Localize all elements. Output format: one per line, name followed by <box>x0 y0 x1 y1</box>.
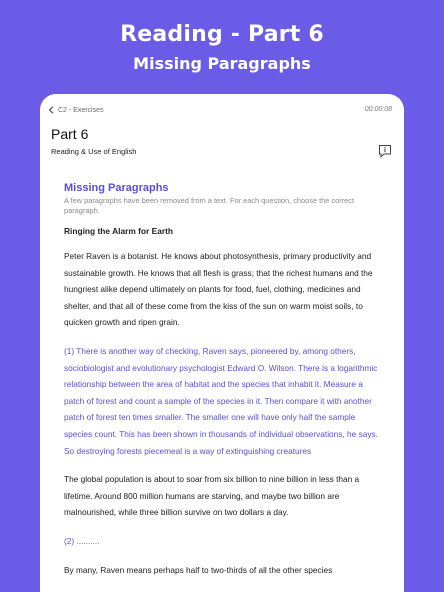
page-subtitle: Reading & Use of English <box>51 147 137 156</box>
paragraph: The global population is about to soar from six billion to nine billion in less than a lifetime. Around 800 million humans are starving, and maybe two billion are malnourished, while three billion survive on two dollars a day. <box>64 474 360 518</box>
paragraph: By many, Raven means perhaps half to two-thirds of all the other species <box>64 564 333 575</box>
reading-content <box>64 182 384 590</box>
chevron-left-icon <box>48 106 54 114</box>
instructions: A few paragraphs have been removed from a text. For each question, choose the correct paragraph. <box>64 196 355 215</box>
top-bar <box>40 104 404 118</box>
back-button[interactable] <box>48 106 104 114</box>
page-title: Part 6 <box>51 126 89 142</box>
timer: 00:00:08 <box>364 106 392 113</box>
banner-title: Reading - Part 6 <box>120 22 324 47</box>
paragraph: Peter Raven is a botanist. He knows about photosynthesis, primary productivity and sustainable growth. He knows that all flesh is grass; that the richest humans and the hungriest alike depend ultimately on plants for food, fuel, clothing, medicines and shelter, and that all of these come from the kiss of the sun on warm moist soils, to quicken growth and ripen grain. <box>64 251 373 328</box>
app-screen <box>40 94 404 592</box>
back-label: C2 - Exercises <box>58 106 104 114</box>
section-title: Missing Paragraphs <box>64 182 169 194</box>
answered-paragraph[interactable]: (1) There is another way of checking, Raven says, pioneered by, among others, sociobiologist and evolutionary psychologist Edward O. Wilson. There is a logarithmic relationship between the area of habitat and the species that inhabit it. Measure a patch of forest and count a sample of the species in it. Then compare it with another patch of forest ten times smaller. The smaller one will have only half the sample species count. This has been shown in thousands of individual observations, he says. So destroying forests piecemeal is a way of extinguishing creatures <box>64 345 378 456</box>
article-title: Ringing the Alarm for Earth <box>64 226 174 236</box>
banner-subtitle: Missing Paragraphs <box>133 54 311 73</box>
missing-paragraph-slot[interactable]: (2) .......... <box>64 535 100 546</box>
comment-info-icon[interactable] <box>378 144 392 158</box>
